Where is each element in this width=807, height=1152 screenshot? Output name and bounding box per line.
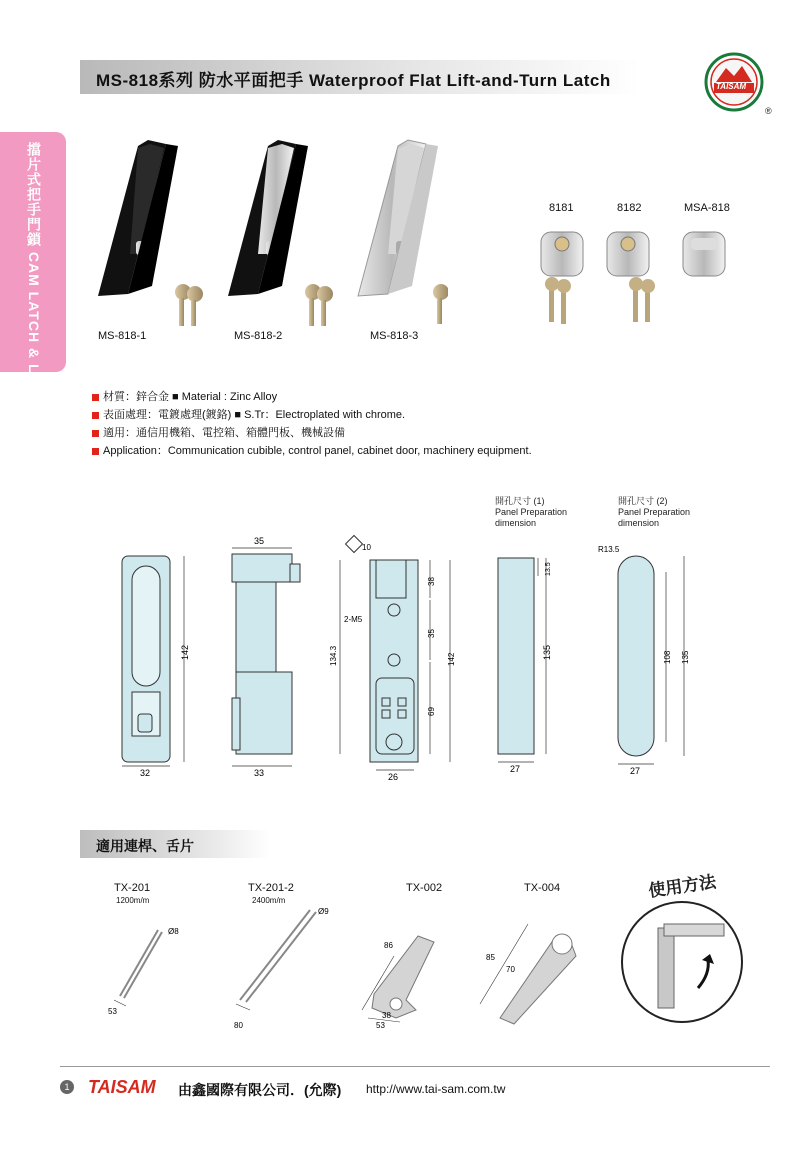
usage-title: 使用方法 — [647, 872, 718, 901]
cylinder-8182-image — [607, 232, 655, 322]
footer-company: 由鑫國際有限公司．(允際) — [178, 1082, 342, 1098]
svg-text:134.3: 134.3 — [329, 645, 338, 666]
latch-chrome-image — [358, 140, 438, 296]
svg-text:Ø9: Ø9 — [318, 907, 329, 916]
taisam-logo — [704, 52, 764, 112]
svg-text:Ø8: Ø8 — [168, 927, 179, 936]
svg-text:27: 27 — [510, 764, 521, 774]
latch-black-chrome-image — [228, 140, 308, 296]
svg-text:85: 85 — [486, 953, 495, 962]
svg-text:R13.5: R13.5 — [598, 545, 620, 554]
panel-prep-1-shape — [498, 558, 534, 754]
accessory-label-tx002: TX-002 — [406, 882, 443, 894]
accessories-section-title: 適用連桿、舌片 — [96, 838, 194, 854]
svg-text:13.5: 13.5 — [545, 562, 552, 576]
svg-text:35: 35 — [254, 536, 265, 546]
product-photos — [88, 136, 448, 326]
side-tab-label: 擋片式把手門鎖 CAM LATCH & LOCK — [26, 142, 42, 408]
accessory-label-tx201: TX-201 — [114, 882, 151, 894]
registered-mark: ® — [765, 106, 772, 116]
svg-text:69: 69 — [427, 707, 436, 716]
product-label-1: MS-818-1 — [98, 330, 147, 342]
accessory-label-tx004: TX-004 — [524, 882, 561, 894]
cylinder-label-3: MSA-818 — [684, 202, 730, 214]
spec-material: 材質：鋅合金 ■ Material : Zinc Alloy — [92, 388, 277, 404]
spec-surface: 表面處理：電鍍處理(鍍鉻) ■ S.Tr：Electroplated with chrome. — [92, 406, 405, 422]
svg-text:70: 70 — [506, 965, 515, 974]
page-title: MS-818系列 防水平面把手 Waterproof Flat Lift-and-Turn Latch — [96, 71, 611, 90]
accessory-label-tx2012: TX-201-2 — [248, 882, 294, 894]
footer-divider — [60, 1066, 770, 1067]
usage-diagram — [618, 898, 748, 1028]
spec-use-zh: 適用：通信用機箱、電控箱、箱體門板、機械設備 — [92, 424, 345, 440]
side-tab — [0, 132, 66, 408]
svg-text:26: 26 — [388, 772, 399, 782]
spec-application: Application：Communication cubible, control panel, cabinet door, machinery equipment. — [92, 442, 532, 458]
rod-tx201 — [120, 930, 158, 996]
lock-cylinder-images — [535, 222, 745, 332]
svg-text:38: 38 — [382, 1011, 391, 1020]
svg-text:135: 135 — [681, 650, 690, 664]
cylinder-msa818-image — [683, 232, 725, 276]
svg-text:27: 27 — [630, 766, 641, 776]
cylinder-label-2: 8182 — [617, 202, 642, 214]
product-label-2: MS-818-2 — [234, 330, 283, 342]
side-view-top — [232, 554, 292, 582]
panel-prep-1-note: 開孔尺寸 (1) Panel Preparation dimension — [495, 496, 568, 528]
svg-text:35: 35 — [427, 629, 436, 638]
svg-text:80: 80 — [234, 1021, 243, 1030]
svg-text:53: 53 — [376, 1021, 385, 1030]
product-label-3: MS-818-3 — [370, 330, 419, 342]
panel-prep-2-shape — [618, 556, 654, 756]
key-image-2 — [305, 284, 333, 326]
rod-tx2012 — [240, 910, 310, 1000]
cylinder-8181-image — [541, 232, 583, 324]
key-image-1 — [175, 284, 203, 326]
page-number: 1 — [60, 1080, 74, 1094]
svg-text:135: 135 — [542, 644, 552, 660]
cylinder-label-1: 8181 — [549, 202, 574, 214]
footer-url[interactable]: http://www.tai-sam.com.tw — [366, 1082, 506, 1096]
svg-text:10: 10 — [362, 543, 371, 552]
svg-text:86: 86 — [384, 941, 393, 950]
svg-text:2-M5: 2-M5 — [344, 615, 363, 624]
svg-text:32: 32 — [140, 768, 151, 778]
svg-text:142: 142 — [447, 652, 456, 666]
footer-brand: TAISAM — [88, 1077, 156, 1097]
key-image-3 — [433, 284, 448, 324]
svg-text:53: 53 — [108, 1007, 117, 1016]
accessory-sub-tx2012: 2400m/m — [252, 896, 286, 905]
latch-black-image — [98, 140, 178, 296]
logo-text: TAISAM — [716, 82, 747, 91]
accessory-drawings — [100, 900, 600, 1040]
technical-drawing — [100, 530, 720, 790]
svg-text:33: 33 — [254, 768, 265, 778]
svg-text:38: 38 — [427, 577, 436, 586]
panel-prep-2-note: 開孔尺寸 (2) Panel Preparation dimension — [618, 496, 691, 528]
accessory-sub-tx201: 1200m/m — [116, 896, 150, 905]
svg-text:142: 142 — [180, 644, 190, 660]
svg-text:108: 108 — [663, 650, 672, 664]
